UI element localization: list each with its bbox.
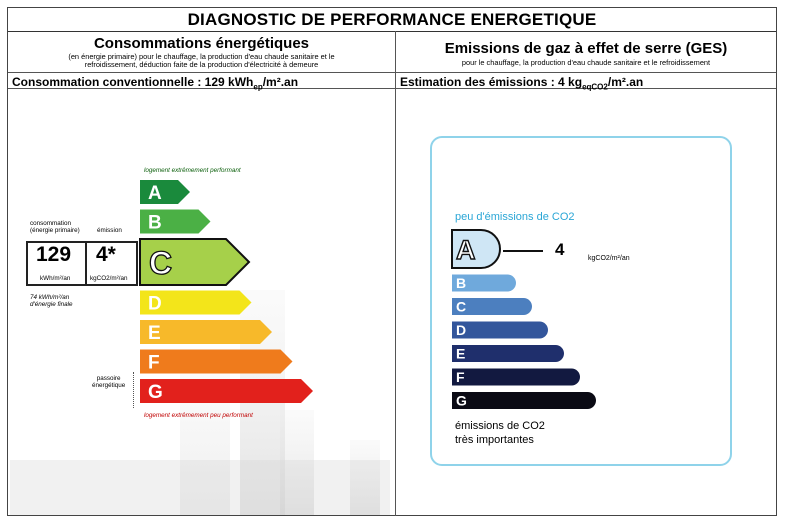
- energy-subheading: [8, 53, 395, 69]
- ges-bottom-label-line-2: très importantes: [455, 434, 534, 446]
- energy-class-d: [140, 291, 252, 315]
- value-box-divider: [85, 243, 87, 284]
- energy-heading: Consommations énergétiques: [93, 35, 310, 52]
- ges-summary: [400, 75, 643, 91]
- consumption-label: [30, 220, 80, 234]
- energy-class-b: [140, 210, 211, 234]
- svg-text:E: E: [148, 323, 161, 344]
- ges-top-label: peu d'émissions de CO2: [455, 211, 575, 223]
- ges-subheading: pour le chauffage, la production d'eau chaude sanitaire et le refroidissement: [461, 58, 711, 67]
- energy-class-e: [140, 320, 272, 344]
- final-energy-note-line-1: 74 kWh/m²/an: [30, 294, 70, 301]
- emission-label: émission: [97, 227, 122, 234]
- ges-summary-suffix: /m².an: [607, 75, 644, 89]
- svg-text:A: A: [148, 183, 162, 204]
- consumption-unit: kWh/m²/an: [40, 275, 71, 282]
- ges-summary-sub: eqCO2: [582, 82, 608, 92]
- ges-class-b: [452, 275, 516, 292]
- ges-value: 4: [555, 240, 565, 259]
- final-energy-note-line-2: d'énergie finale: [30, 301, 73, 308]
- ges-summary-prefix: Estimation des émissions : 4 kg: [400, 75, 583, 89]
- emission-unit: kgCO2/m²/an: [90, 275, 128, 282]
- energy-summary-suffix: /m².an: [262, 75, 299, 89]
- ges-class-d: [452, 322, 548, 339]
- energy-class-c: [140, 239, 249, 285]
- svg-text:F: F: [148, 352, 160, 374]
- energy-class-f: [140, 350, 293, 374]
- ges-heading: Emissions de gaz à effet de serre (GES): [444, 40, 728, 57]
- energy-summary-sub: ep: [253, 82, 263, 92]
- energy-sub-line-1: (en énergie primaire) pour le chauffage, la production d'eau chaude sanitaire et le: [68, 52, 335, 61]
- header-divider: [8, 72, 776, 73]
- energy-top-note: logement extrêmement performant: [144, 167, 241, 174]
- passoire-label: [92, 375, 125, 389]
- svg-text:G: G: [456, 392, 467, 409]
- column-divider: [395, 31, 396, 516]
- svg-text:D: D: [148, 293, 162, 315]
- ges-class-f: [452, 369, 580, 386]
- svg-text:B: B: [148, 212, 162, 234]
- svg-text:B: B: [456, 275, 467, 291]
- svg-text:A: A: [456, 235, 476, 265]
- title-bar: [8, 8, 776, 32]
- passoire-label-line-2: énergétique: [92, 382, 126, 389]
- energy-class-g: [140, 379, 313, 403]
- passoire-bracket: [133, 372, 135, 408]
- svg-text:F: F: [456, 369, 465, 385]
- ges-bottom-label-line-1: émissions de CO2: [455, 420, 545, 432]
- svg-text:C: C: [149, 245, 173, 281]
- svg-text:G: G: [148, 382, 163, 403]
- energy-sub-line-2: refroidissement, déduction faite de la production d'électricité à demeure: [84, 60, 319, 69]
- final-energy-note: [30, 294, 73, 308]
- ges-bottom-label: [455, 419, 545, 447]
- ges-class-g: [452, 392, 596, 409]
- ges-class-e: [452, 345, 564, 362]
- passoire-label-line-1: passoire: [96, 375, 121, 382]
- ges-class-a: [452, 230, 500, 268]
- consumption-label-line-2: (énergie primaire): [30, 227, 80, 234]
- energy-value-box: [26, 241, 138, 286]
- energy-class-a: [140, 180, 190, 204]
- svg-text:E: E: [456, 345, 466, 362]
- consumption-label-line-1: consommation: [30, 220, 71, 227]
- energy-summary-prefix: Consommation conventionnelle : 129 kWh: [12, 75, 254, 89]
- energy-class-scale: [138, 178, 368, 414]
- ges-pointer-line: [503, 250, 543, 252]
- ges-unit: kgCO2/m²/an: [588, 255, 630, 262]
- energy-summary: [12, 75, 298, 91]
- ges-class-c: [452, 298, 532, 315]
- consumption-value: 129: [36, 243, 72, 266]
- svg-text:C: C: [456, 298, 467, 315]
- svg-text:D: D: [456, 322, 467, 338]
- emission-value: 4*: [96, 243, 116, 266]
- page-title: DIAGNOSTIC DE PERFORMANCE ENERGETIQUE: [187, 10, 597, 29]
- energy-bottom-note: logement extrêmement peu performant: [144, 412, 253, 419]
